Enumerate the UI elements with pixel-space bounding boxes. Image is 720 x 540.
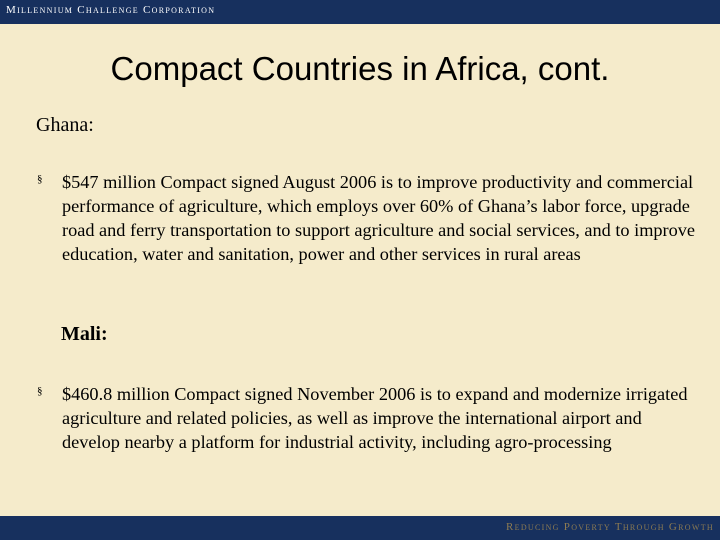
bullet-icon: § — [37, 173, 43, 185]
bullet-icon: § — [37, 385, 43, 397]
ghana-bullet — [36, 170, 696, 266]
slide-title: Compact Countries in Africa, cont. — [110, 50, 610, 87]
organization-name: Millennium Challenge Corporation — [6, 4, 216, 16]
header-bar — [0, 0, 720, 24]
footer-bar — [0, 516, 720, 540]
ghana-bullet-text: $547 million Compact signed August 2006 is to improve productivity and commercial performance of agriculture, which employs over 60% of Ghana’s labor force, upgrade road and ferry transportation to support agriculture and social services, and to improve education, water and sanitation, power and other services in rural areas — [62, 172, 696, 264]
mali-bullet — [36, 382, 696, 454]
ghana-heading: Ghana: — [36, 114, 94, 136]
mali-heading: Mali: — [61, 323, 108, 345]
mali-bullet-text: $460.8 million Compact signed November 2006 is to expand and modernize irrigated agriculture and related policies, as well as improve the international airport and develop nearby a platform for industrial activity, including agro-processing — [62, 384, 688, 452]
footer-tagline: Reducing Poverty Through Growth — [506, 521, 714, 533]
